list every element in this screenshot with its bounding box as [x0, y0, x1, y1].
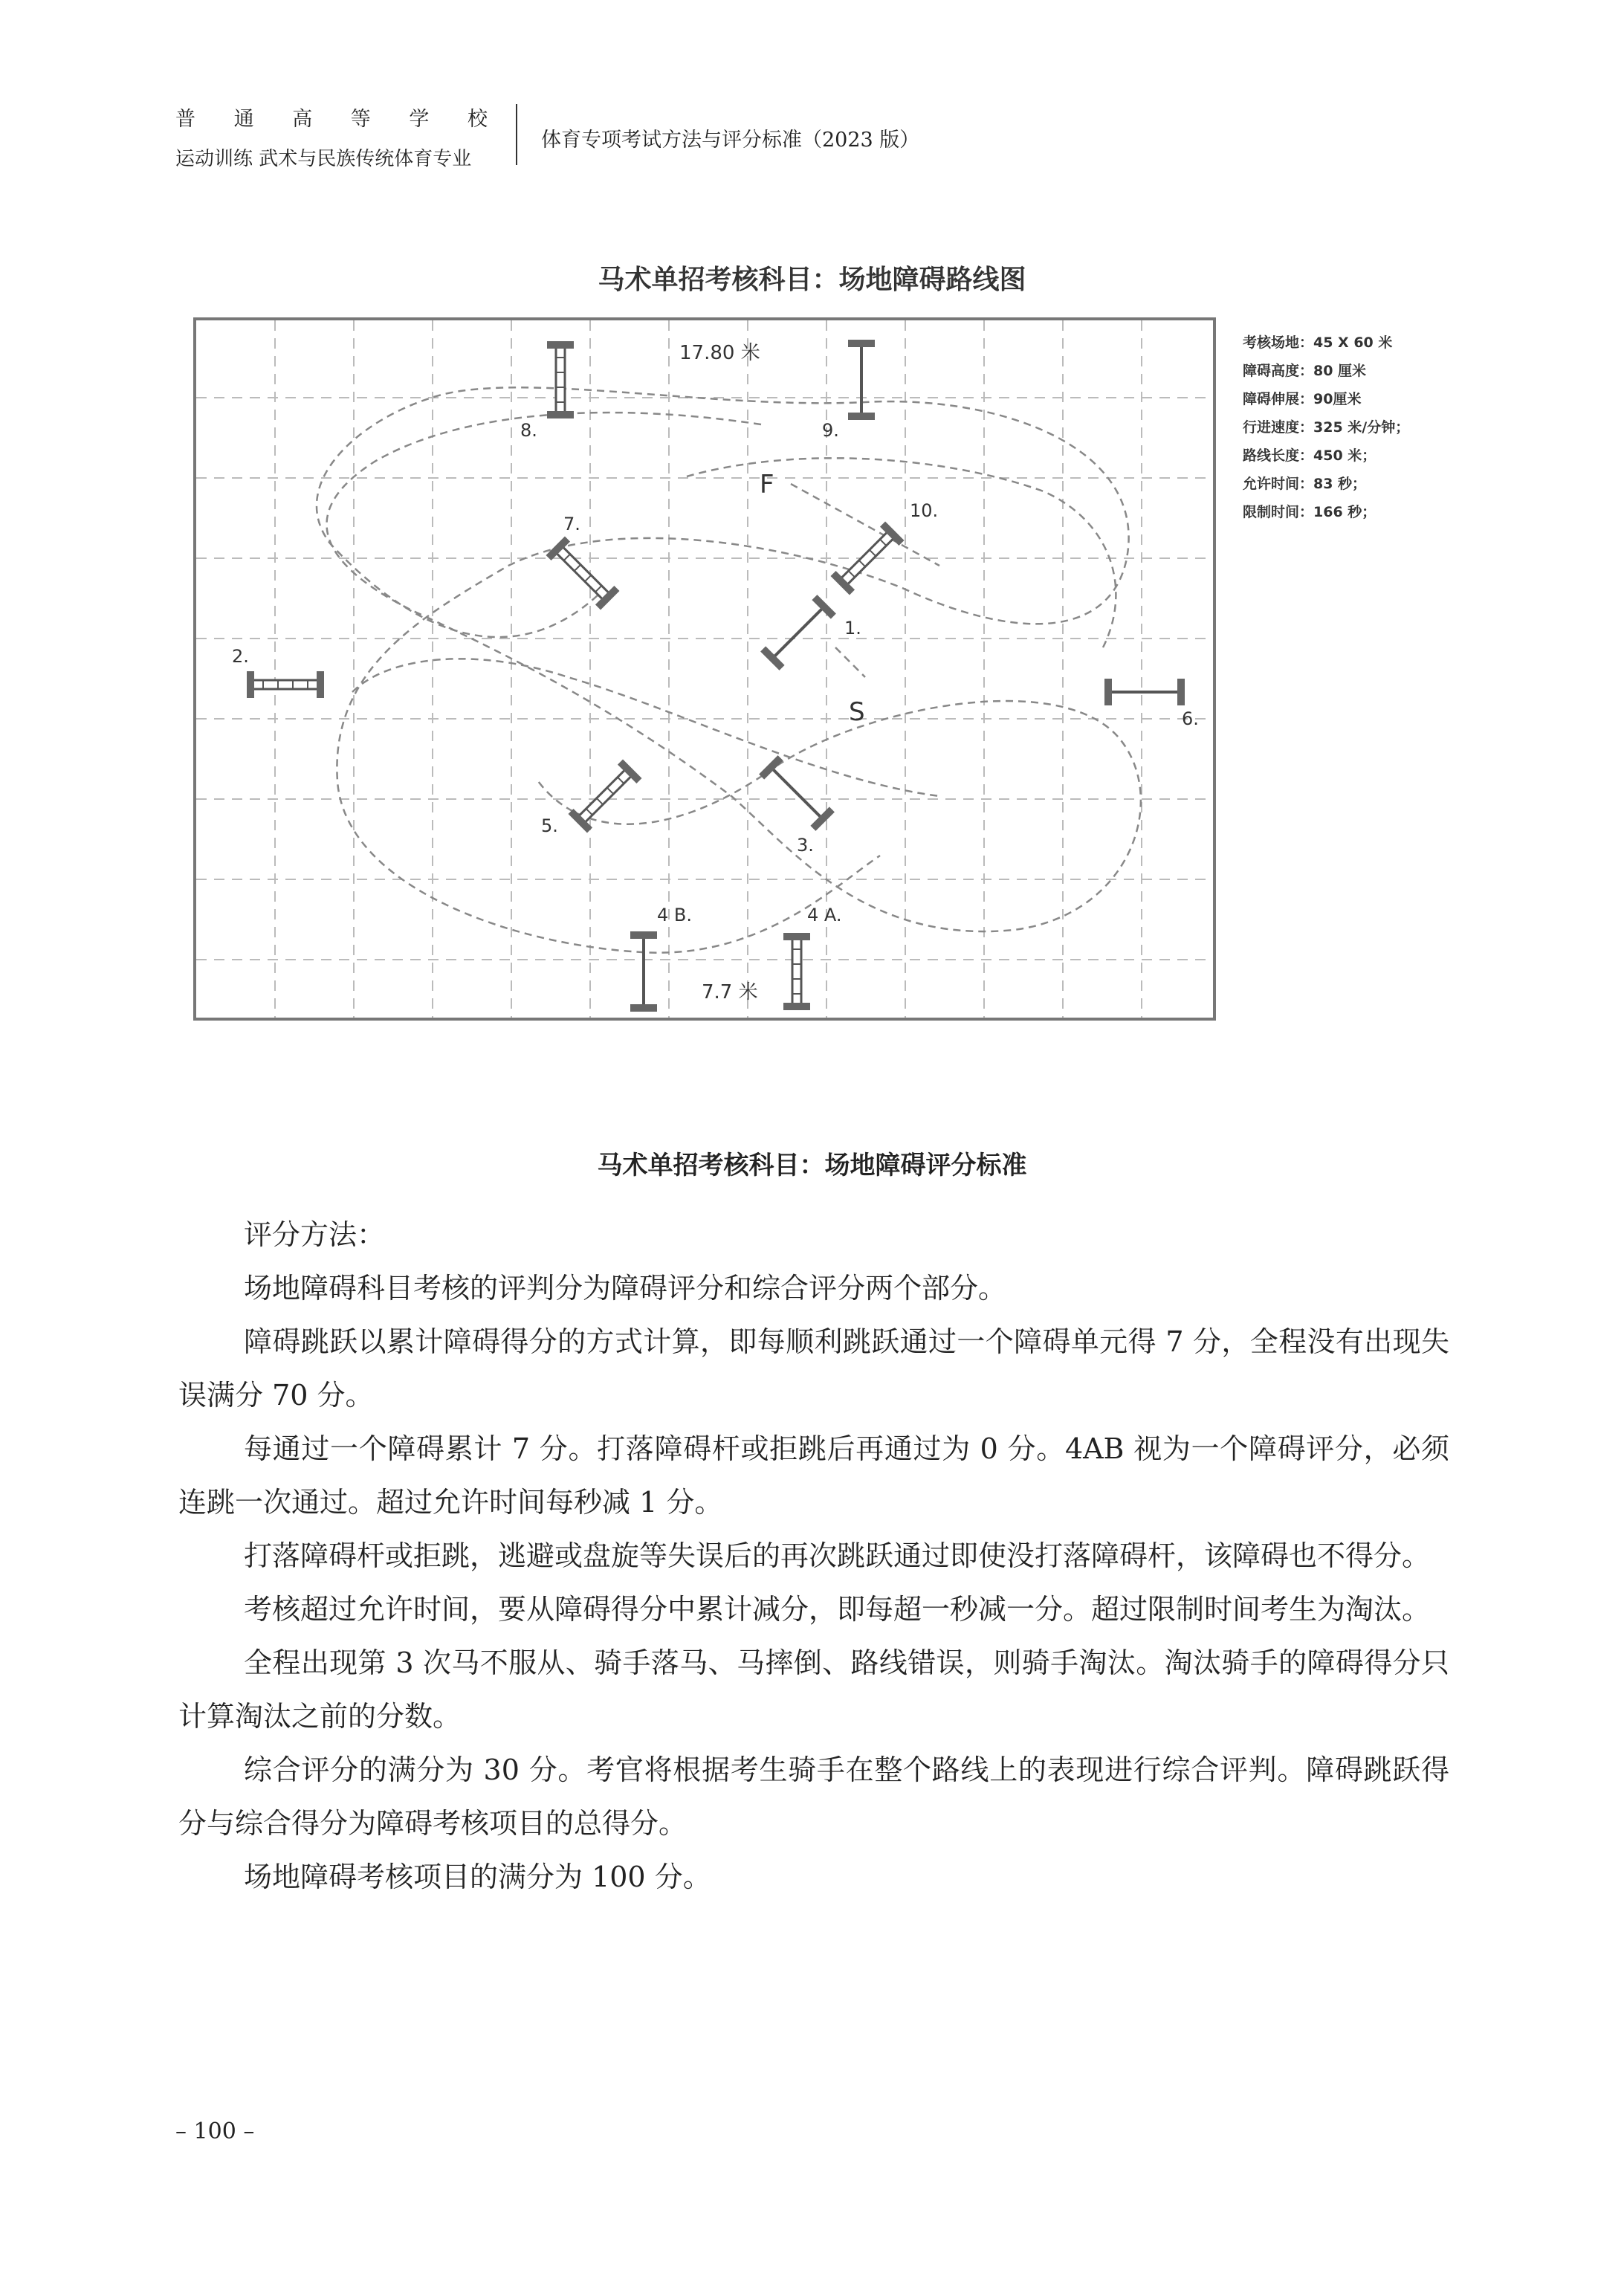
header-char: 通 — [233, 108, 254, 131]
obstacle-label-8: 8. — [520, 420, 537, 441]
paragraph: 评分方法： — [244, 1218, 386, 1251]
obstacle-label-1: 1. — [844, 618, 861, 639]
section-title: 马术单招考核科目：场地障碍评分标准 — [597, 1151, 1027, 1180]
obstacle-7 — [546, 537, 620, 610]
paragraph: 场地障碍科目考核的评判分为障碍评分和综合评分两个部分。 — [244, 1272, 1007, 1305]
distance-label-top: 17.80 米 — [679, 342, 760, 364]
obstacle-label-2: 2. — [232, 646, 249, 667]
legend-item: 考核场地：45 X 60 米 — [1243, 334, 1393, 351]
obstacle-1 — [760, 595, 836, 670]
page-number: – 100 – — [175, 2118, 255, 2144]
legend-item: 障碍高度：80 厘米 — [1243, 363, 1367, 379]
obstacle-4b — [630, 931, 657, 1012]
legend-item: 障碍伸展：90厘米 — [1243, 391, 1362, 407]
running-header-right: 体育专项考试方法与评分标准（2023 版） — [541, 129, 920, 152]
obstacle-label-4b: 4 B. — [657, 905, 692, 925]
header-char: 高 — [292, 108, 313, 131]
obstacle-8 — [547, 341, 574, 418]
header-divider — [516, 104, 517, 165]
header-major: 运动训练 武术与民族传统体育专业 — [175, 148, 472, 170]
obstacle-label-3: 3. — [797, 835, 814, 856]
obstacle-label-9: 9. — [822, 420, 839, 441]
paragraph: 综合评分的满分为 30 分。考官将根据考生骑手在整个路线上的表现进行综合评判。障碍跳跃得分与综合得分为障碍考核项目的总得分。 — [178, 1753, 1449, 1840]
legend-item: 路线长度：450 米； — [1243, 447, 1376, 464]
legend-item: 允许时间：83 秒； — [1243, 476, 1367, 492]
header-char: 普 — [175, 108, 195, 131]
paragraph: 障碍跳跃以累计障碍得分的方式计算，即每顺利跳跃通过一个障碍单元得 7 分，全程没有出现失误满分 70 分。 — [178, 1325, 1449, 1412]
figure-title: 马术单招考核科目：场地障碍路线图 — [598, 265, 1026, 295]
header-char: 等 — [350, 108, 371, 131]
distance-label-bottom: 7.7 米 — [702, 981, 758, 1003]
obstacle-2 — [247, 671, 324, 698]
obstacle-label-4a: 4 A. — [807, 905, 842, 925]
route-path — [317, 387, 1141, 952]
paragraph: 全程出现第 3 次马不服从、骑手落马、马摔倒、路线错误，则骑手淘汰。淘汰骑手的障碍得分只计算淘汰之前的分数。 — [178, 1646, 1449, 1733]
finish-label: F — [760, 470, 774, 500]
paragraph: 每通过一个障碍累计 7 分。打落障碍杆或拒跳后再通过为 0 分。4AB 视为一个障碍评分，必须连跳一次通过。超过允许时间每秒减 1 分。 — [178, 1432, 1449, 1519]
obstacle-9 — [848, 340, 875, 420]
paragraph: 考核超过允许时间，要从障碍得分中累计减分，即每超一秒减一分。超过限制时间考生为淘汰。 — [244, 1593, 1431, 1626]
start-label: S — [849, 697, 865, 727]
header-school-type — [175, 103, 488, 132]
scoring-text — [178, 1208, 1449, 1904]
obstacle-6 — [1104, 679, 1185, 705]
obstacle-label-7: 7. — [563, 514, 580, 534]
grid-lines — [196, 320, 1213, 1018]
obstacle-label-10: 10. — [910, 500, 939, 521]
legend-item: 行进速度：325 米/分钟； — [1243, 419, 1410, 436]
obstacle-4a — [783, 933, 810, 1010]
course-diagram — [193, 317, 1216, 1021]
header-char: 学 — [409, 108, 430, 131]
obstacle-3 — [759, 755, 835, 831]
paragraph: 场地障碍考核项目的满分为 100 分。 — [244, 1861, 711, 1893]
course-map — [196, 320, 1213, 1018]
course-legend — [1243, 329, 1409, 526]
obstacle-label-6: 6. — [1182, 708, 1199, 729]
running-header-left — [175, 103, 495, 171]
legend-item: 限制时间：166 秒； — [1243, 504, 1376, 520]
header-char: 校 — [467, 108, 488, 131]
obstacle-label-5: 5. — [541, 815, 558, 836]
paragraph: 打落障碍杆或拒跳，逃避或盘旋等失误后的再次跳跃通过即使没打落障碍杆，该障碍也不得分。 — [244, 1539, 1431, 1572]
